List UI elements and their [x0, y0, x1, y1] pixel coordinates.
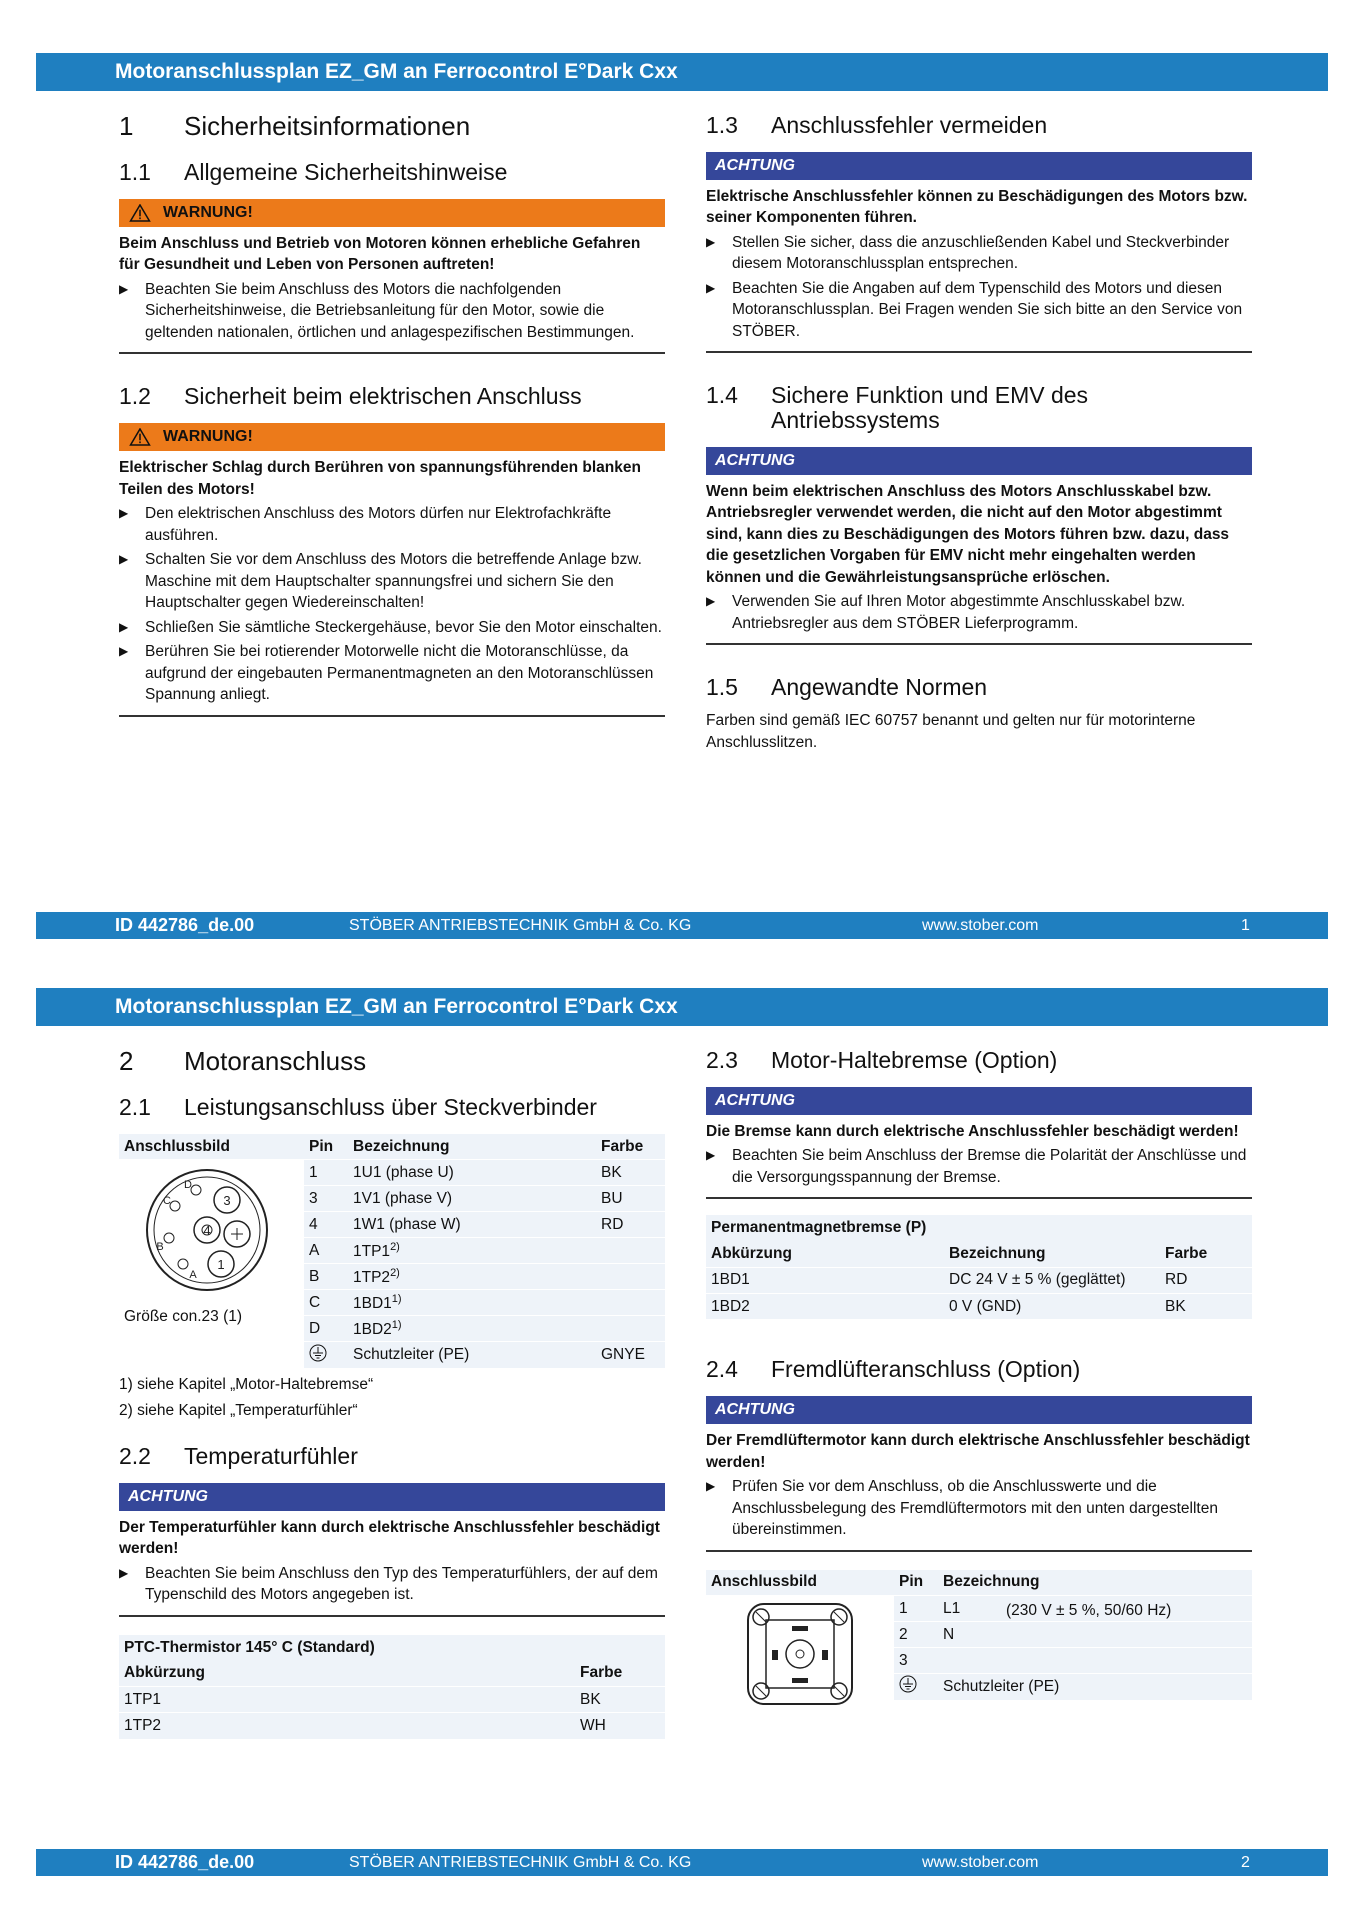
achtung-bar: ACHTUNG: [119, 1483, 665, 1511]
page-number: 2: [1241, 1854, 1250, 1871]
achtung-lead: Der Fremdlüftermotor kann durch elektrische Anschlussfehler beschädigt werden!: [706, 1432, 1250, 1471]
section-1-4-heading: 1.4 Sichere Funktion und EMV des Antriebssystems: [706, 382, 1089, 434]
section-2-1-heading: 2.1 Leistungsanschluss über Steckverbinder: [119, 1094, 597, 1120]
achtung-box-2-2: [119, 1483, 665, 1617]
list-item: ▶ Stellen Sie sicher, dass die anzuschließenden Kabel und Steckverbinder diesem Motoranschlussplan entsprechen.: [706, 232, 1252, 275]
page1-footer: [36, 912, 1328, 939]
arrow-right-icon: ▶: [706, 280, 716, 295]
footnotes: [119, 1372, 665, 1424]
list-item: ▶ Beachten Sie beim Anschluss des Motors die nachfolgenden Sicherheitshinweise, die Betriebsanleitung für den Motor, sowie die geltenden nationalen, örtlichen und anlagespezifischen Bestimmungen.: [119, 279, 665, 344]
table-row: Schutzleiter (PE): [706, 1674, 1252, 1700]
page2-left-column: [119, 1046, 665, 1739]
power-connector-diagram: [143, 1166, 271, 1294]
section-1-3-heading: 1.3 Anschlussfehler vermeiden: [706, 112, 1048, 138]
brake-table: Permanentmagnetbremse (P) Abkürzung Bezeichnung Farbe 1BD1 DC 24 V ± 5 % (geglättet) RD 1BD2 0 V (GND) BK: [706, 1215, 1252, 1319]
fan-voltage-label: (230 V ± 5 %, 50/60 Hz): [1006, 1601, 1172, 1619]
svg-text:4: 4: [203, 1222, 211, 1238]
achtung-bar: ACHTUNG: [706, 447, 1252, 475]
company-name: STÖBER ANTRIEBSTECHNIK GmbH & Co. KG: [349, 1854, 692, 1871]
table-row: 1BD2 0 V (GND) BK: [706, 1293, 1252, 1319]
list-item: ▶ Beachten Sie beim Anschluss der Bremse die Polarität der Anschlüsse und die Versorgungsspannung der Bremse.: [706, 1145, 1252, 1188]
section-2-4-heading: 2.4 Fremdlüfteranschluss (Option): [706, 1356, 1081, 1383]
page1-right-column: [706, 113, 1252, 753]
achtung-lead: Der Temperaturfühler kann durch elektrische Anschlussfehler beschädigt werden!: [119, 1518, 660, 1558]
website-link[interactable]: www.stober.com: [922, 1854, 1039, 1871]
section-1-heading: 1 Sicherheitsinformationen: [119, 111, 471, 141]
list-item: ▶ Schalten Sie vor dem Anschluss des Motors die betreffende Anlage bzw. Maschine mit dem Hauptschalter spannungsfrei und sichern Sie den Hauptschalter gegen Wiedereinschalten!: [119, 549, 665, 614]
achtung-lead: Elektrische Anschlussfehler können zu Beschädigungen des Motors bzw. seiner Komponenten führen.: [706, 187, 1248, 227]
table-row: A 1TP1$^{2)}$: [119, 1238, 665, 1264]
arrow-right-icon: ▶: [119, 1565, 129, 1580]
table-row: 2 N: [706, 1622, 1252, 1648]
fan-connector-diagram: [746, 1602, 854, 1706]
connector-size-label: Größe con.23 (1): [124, 1307, 243, 1325]
warning-bar: WARNUNG!: [119, 199, 665, 227]
svg-text:C: C: [163, 1194, 171, 1207]
table-row: D 1BD2$^{1)}$: [119, 1316, 665, 1342]
arrow-right-icon: ▶: [119, 644, 129, 659]
page1-header: Motoranschlussplan EZ_GM an Ferrocontrol E°Dark Cxx: [36, 53, 1328, 91]
warning-triangle-icon: [129, 204, 151, 222]
arrow-right-icon: ▶: [119, 281, 129, 296]
achtung-box-1-4: [706, 447, 1252, 646]
list-item: ▶ Prüfen Sie vor dem Anschluss, ob die Anschlusswerte und die Anschlussbelegung des Fremdlüftermotors mit den unten dargestellten übereinstimmen.: [706, 1476, 1252, 1541]
website-link[interactable]: www.stober.com: [922, 917, 1039, 934]
achtung-lead: Wenn beim elektrischen Anschluss des Motors Anschlusskabel bzw. Antriebsregler verwendet werden, die nicht auf den Motor abgestimmt sind, kann dies zu Beschädigungen des Motors führen bzw. dazu, dass die gesetzlichen Vorgaben für EMV nicht mehr eingehalten werden können und die Gewährleistungsansprüche erlöschen.: [706, 482, 1230, 586]
company-name: STÖBER ANTRIEBSTECHNIK GmbH & Co. KG: [349, 917, 692, 934]
svg-text:A: A: [189, 1268, 197, 1281]
warning-bar: WARNUNG!: [119, 423, 665, 451]
list-item: ▶ Beachten Sie beim Anschluss den Typ des Temperaturfühlers, der auf dem Typenschild des Motors angegeben ist.: [119, 1563, 665, 1606]
list-item: ▶ Verwenden Sie auf Ihren Motor abgestimmte Anschlusskabel bzw. Antriebsregler aus dem STÖBER Lieferprogramm.: [706, 591, 1252, 634]
table-header-row: Anschlussbild Pin Bezeichnung Farbe: [124, 1137, 644, 1155]
table-row: 3 1V1 (phase V) BU: [119, 1186, 665, 1212]
section-2-3-heading: 2.3 Motor-Haltebremse (Option): [706, 1047, 1058, 1073]
achtung-box-2-4: [706, 1396, 1252, 1552]
svg-text:D: D: [184, 1178, 192, 1191]
footnote: 1) siehe Kapitel „Motor-Haltebremse“: [119, 1375, 374, 1393]
document-id: ID 442786_de.00: [115, 915, 255, 935]
achtung-bar: ACHTUNG: [706, 1396, 1252, 1424]
svg-text:3: 3: [223, 1192, 231, 1208]
achtung-box-1-3: [706, 152, 1252, 354]
warning-box-1-1: [119, 199, 665, 355]
section-2-heading: 2 Motoranschluss: [119, 1046, 367, 1076]
table-row: Schutzleiter (PE) GNYE: [119, 1342, 665, 1368]
list-item: ▶ Schließen Sie sämtliche Steckergehäuse, bevor Sie den Motor einschalten.: [119, 617, 665, 639]
section-1-5-text: Farben sind gemäß IEC 60757 benannt und gelten nur für motorinterne Anschlusslitzen.: [706, 712, 1196, 751]
arrow-right-icon: ▶: [119, 552, 129, 567]
footnote: 2) siehe Kapitel „Temperaturfühler“: [119, 1401, 358, 1419]
section-2-2-heading: 2.2 Temperaturfühler: [119, 1442, 358, 1469]
section-1-1-heading: 1.1 Allgemeine Sicherheitshinweise: [119, 159, 508, 185]
page2-footer: [36, 1849, 1328, 1876]
warning-lead: Elektrischer Schlag durch Berühren von spannungsführenden blanken Teilen des Motors!: [119, 459, 641, 498]
ground-symbol-icon: [899, 1675, 917, 1693]
table-row: 1 L1: [706, 1596, 1252, 1622]
list-item: ▶ Den elektrischen Anschluss des Motors dürfen nur Elektrofachkräfte ausführen.: [119, 503, 665, 546]
list-item: ▶ Beachten Sie die Angaben auf dem Typenschild des Motors und diesen Motoranschlussplan. Bei Fragen wenden Sie sich bitte an den Service von STÖBER.: [706, 278, 1252, 343]
table-row: 3: [706, 1648, 1252, 1674]
table-row: C 1BD1$^{1)}$: [119, 1290, 665, 1316]
fan-connector-table: Anschlussbild Pin Bezeichnung 1 L1 2 N 3 Schutzleiter (PE): [706, 1570, 1252, 1700]
achtung-bar: ACHTUNG: [706, 152, 1252, 180]
table-row: B 1TP2$^{2)}$: [119, 1264, 665, 1290]
warning-lead: Beim Anschluss und Betrieb von Motoren können erhebliche Gefahren für Gesundheit und Leben von Personen auftreten!: [119, 234, 641, 274]
page2-header: Motoranschlussplan EZ_GM an Ferrocontrol E°Dark Cxx: [36, 988, 1328, 1026]
warning-box-1-2: [119, 423, 665, 717]
arrow-right-icon: ▶: [119, 506, 129, 521]
section-1-2-heading: 1.2 Sicherheit beim elektrischen Anschluss: [119, 383, 582, 410]
table-row: 1TP1 BK: [119, 1687, 665, 1713]
ground-symbol-icon: [309, 1344, 327, 1362]
ptc-thermistor-table: PTC-Thermistor 145° C (Standard) Abkürzung Farbe 1TP1 BK 1TP2 WH: [119, 1635, 665, 1739]
list-item: ▶ Berühren Sie bei rotierender Motorwelle nicht die Motoranschlüsse, da aufgrund der eingebauten Permanentmagneten an den Motoranschlüssen Spannung anliegt.: [119, 641, 665, 706]
achtung-lead: Die Bremse kann durch elektrische Anschlussfehler beschädigt werden!: [706, 1122, 1239, 1140]
power-connector-table-wrap: [119, 1134, 665, 1368]
page1-left-column: [119, 111, 665, 717]
arrow-right-icon: ▶: [706, 234, 716, 249]
arrow-right-icon: ▶: [706, 594, 716, 609]
warning-triangle-icon: [129, 428, 151, 446]
arrow-right-icon: ▶: [119, 619, 129, 634]
arrow-right-icon: ▶: [706, 1479, 716, 1494]
fan-connector-table-wrap: [706, 1570, 1252, 1700]
svg-text:B: B: [156, 1240, 164, 1253]
page2-right-column: [706, 1048, 1252, 1700]
table-row: 1 1U1 (phase U) BK: [119, 1160, 665, 1186]
section-1-5-heading: 1.5 Angewandte Normen: [706, 674, 988, 701]
table-row: 1BD1 DC 24 V ± 5 % (geglättet) RD: [706, 1267, 1252, 1293]
achtung-box-2-3: [706, 1087, 1252, 1200]
table-row: 1TP2 WH: [119, 1713, 665, 1739]
arrow-right-icon: ▶: [706, 1148, 716, 1163]
table-row: 4 1W1 (phase W) RD: [119, 1212, 665, 1238]
achtung-bar: ACHTUNG: [706, 1087, 1252, 1115]
page-number: 1: [1241, 917, 1250, 934]
svg-text:1: 1: [217, 1256, 225, 1272]
document-id: ID 442786_de.00: [115, 1852, 255, 1872]
